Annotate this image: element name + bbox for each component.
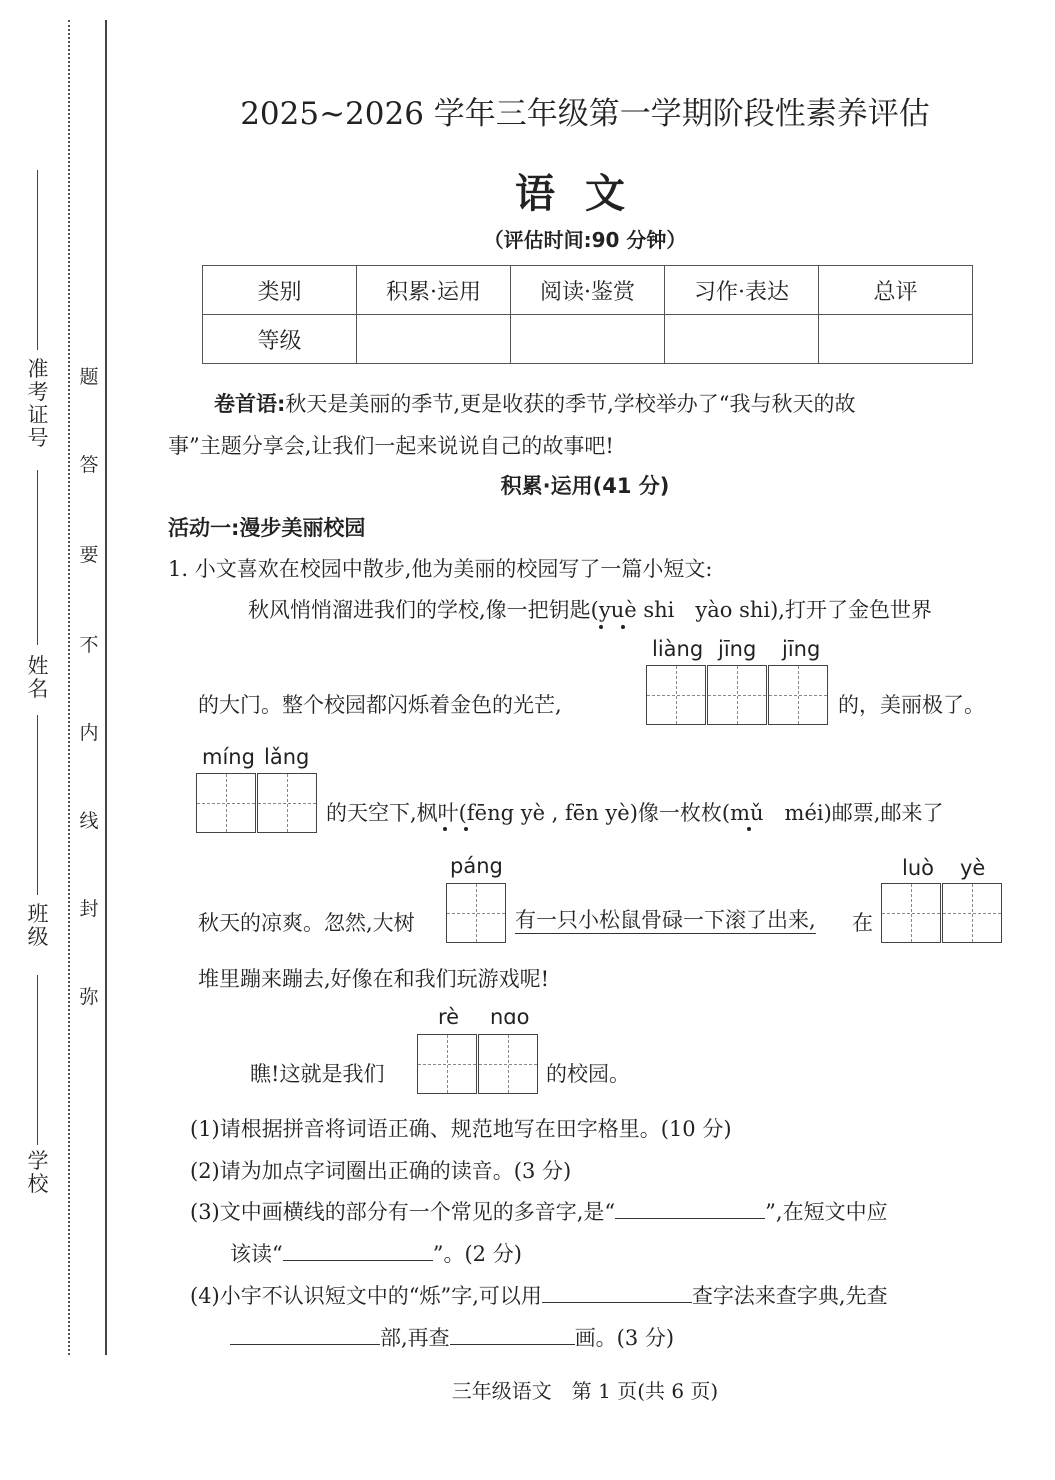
emphasis-dot bbox=[747, 827, 751, 831]
name-underline bbox=[37, 470, 38, 645]
pinyin-ye: yè bbox=[960, 856, 986, 880]
q1-sub-3-text: ”,在短文中应 bbox=[765, 1200, 888, 1224]
pinyin-ming: míng bbox=[202, 745, 255, 769]
answer-blank[interactable] bbox=[230, 1326, 380, 1345]
grade-value-cell[interactable] bbox=[357, 315, 511, 364]
subject-title: 语文 bbox=[515, 170, 655, 217]
grade-header-cell: 积累·运用 bbox=[357, 266, 511, 315]
section-title: 积累·运用(41 分) bbox=[500, 474, 670, 498]
grade-table bbox=[202, 265, 973, 364]
emphasis-dot bbox=[621, 625, 625, 629]
q1-sub-1: (1)请根据拼音将词语正确、规范地写在田字格里。(10 分) bbox=[190, 1117, 732, 1141]
tian-grid-box[interactable] bbox=[417, 1034, 477, 1094]
margin-warning-char: 封 bbox=[79, 898, 99, 920]
q1-paragraph-line-3: 的天空下,枫叶(fēng yè , fēn yè)像一枚枚(mǔ méi)邮票,邮来了 bbox=[326, 801, 944, 825]
school-label: 学校 bbox=[27, 1149, 49, 1197]
q1-underlined-sentence: 有一只小松鼠骨碌一下滚了出来, bbox=[515, 908, 816, 932]
class-label: 班级 bbox=[27, 902, 49, 950]
grade-value-cell[interactable] bbox=[511, 315, 665, 364]
grade-value-cell[interactable] bbox=[819, 315, 973, 364]
q1-sub-4-text: (4)小宇不认识短文中的“烁”字,可以用 bbox=[190, 1284, 542, 1308]
binding-dotted-line bbox=[68, 20, 70, 1355]
grade-header-cell: 阅读·鉴赏 bbox=[511, 266, 665, 315]
exam-title: 2025~2026 学年三年级第一学期阶段性素养评估 bbox=[240, 96, 930, 132]
pinyin-jing: jīng bbox=[718, 637, 757, 661]
q1-sub-3-text: (3)文中画横线的部分有一个常见的多音字,是“ bbox=[190, 1200, 616, 1224]
q1-sub-3-line-1 bbox=[190, 1196, 888, 1226]
q1-paragraph-line-4a: 秋天的凉爽。忽然,大树 bbox=[198, 911, 415, 935]
q1-sub-4-line-2 bbox=[230, 1322, 674, 1352]
grade-table-value-row bbox=[203, 315, 973, 364]
answer-blank[interactable] bbox=[283, 1242, 433, 1261]
pinyin-liang: liàng bbox=[652, 637, 704, 661]
page-footer: 三年级语文 第 1 页(共 6 页) bbox=[451, 1379, 719, 1403]
q1-sub-3-text: 该读“ bbox=[230, 1242, 283, 1266]
pinyin-pang: páng bbox=[450, 854, 503, 878]
q1-paragraph-line-6b: 的校园。 bbox=[546, 1062, 630, 1086]
name-label: 姓名 bbox=[27, 654, 49, 702]
class-underline bbox=[37, 715, 38, 895]
q1-paragraph-line-5: 堆里蹦来蹦去,好像在和我们玩游戏呢! bbox=[198, 967, 550, 991]
margin-warning-char: 题 bbox=[79, 366, 99, 388]
tian-grid-box[interactable] bbox=[881, 883, 941, 943]
tian-grid-box[interactable] bbox=[478, 1034, 538, 1094]
exam-id-underline bbox=[37, 170, 38, 350]
binding-solid-line bbox=[105, 20, 107, 1355]
tian-grid-box[interactable] bbox=[257, 773, 317, 833]
tian-grid-box[interactable] bbox=[646, 665, 706, 725]
grade-row-label: 等级 bbox=[203, 315, 357, 364]
q1-stem: 1. 小文喜欢在校园中散步,他为美丽的校园写了一篇小短文: bbox=[168, 557, 713, 581]
intro-line-2: 事”主题分享会,让我们一起来说说自己的故事吧! bbox=[168, 434, 614, 458]
tian-grid-box[interactable] bbox=[942, 883, 1002, 943]
margin-warning-char: 要 bbox=[79, 544, 99, 566]
tian-grid-box[interactable] bbox=[446, 883, 506, 943]
q1-sub-2: (2)请为加点字词圈出正确的读音。(3 分) bbox=[190, 1159, 572, 1183]
activity-title: 活动一:漫步美丽校园 bbox=[168, 516, 366, 540]
answer-blank[interactable] bbox=[542, 1284, 692, 1303]
q1-paragraph-line-6a: 瞧!这就是我们 bbox=[250, 1062, 385, 1086]
q1-paragraph-line-1: 秋风悄悄溜进我们的学校,像一把钥匙(yuè shi yào shi),打开了金色世界 bbox=[248, 598, 932, 622]
pinyin-nao: nɑo bbox=[490, 1005, 530, 1029]
grade-value-cell[interactable] bbox=[665, 315, 819, 364]
margin-warning-char: 弥 bbox=[79, 986, 99, 1008]
answer-blank[interactable] bbox=[450, 1326, 575, 1345]
pinyin-lang: lǎng bbox=[264, 745, 310, 769]
tian-grid-box[interactable] bbox=[707, 665, 767, 725]
pinyin-re: rè bbox=[438, 1005, 460, 1029]
q1-sub-3-line-2 bbox=[230, 1238, 522, 1268]
grade-table-header-row bbox=[203, 266, 973, 315]
tian-grid-box[interactable] bbox=[768, 665, 828, 725]
q1-sub-4-text: 部,再查 bbox=[380, 1326, 450, 1350]
tian-grid-box[interactable] bbox=[196, 773, 256, 833]
answer-blank[interactable] bbox=[615, 1200, 765, 1219]
q1-sub-4-text: 查字法来查字典,先查 bbox=[691, 1284, 888, 1308]
q1-paragraph-line-4c: 在 bbox=[852, 911, 873, 935]
margin-warning-char: 线 bbox=[79, 810, 99, 832]
exam-time: （评估时间:90 分钟） bbox=[483, 228, 687, 252]
margin-warning-char: 不 bbox=[79, 634, 99, 656]
exam-id-label: 准考证号 bbox=[27, 357, 49, 451]
q1-sub-3-text: ”。(2 分) bbox=[432, 1242, 522, 1266]
margin-warning-char: 答 bbox=[79, 454, 99, 476]
margin-warning-char: 内 bbox=[79, 722, 99, 744]
q1-sub-4-text: 画。(3 分) bbox=[574, 1326, 675, 1350]
q1-sub-4-line-1 bbox=[190, 1280, 888, 1310]
emphasis-dot bbox=[443, 827, 447, 831]
emphasis-dot bbox=[599, 625, 603, 629]
pinyin-jing: jīng bbox=[782, 637, 821, 661]
intro-text: 秋天是美丽的季节,更是收获的季节,学校举办了“我与秋天的故 bbox=[285, 392, 856, 416]
pinyin-luo: luò bbox=[902, 856, 934, 880]
school-underline bbox=[37, 975, 38, 1145]
emphasis-dot bbox=[464, 827, 468, 831]
grade-header-cell: 总评 bbox=[819, 266, 973, 315]
grade-header-cell: 习作·表达 bbox=[665, 266, 819, 315]
grade-header-cell: 类别 bbox=[203, 266, 357, 315]
intro-label: 卷首语: bbox=[214, 392, 286, 416]
q1-paragraph-line-2b: 的，美丽极了。 bbox=[838, 693, 985, 717]
q1-paragraph-line-2a: 的大门。整个校园都闪烁着金色的光芒, bbox=[198, 693, 562, 717]
intro-line-1 bbox=[214, 388, 856, 418]
